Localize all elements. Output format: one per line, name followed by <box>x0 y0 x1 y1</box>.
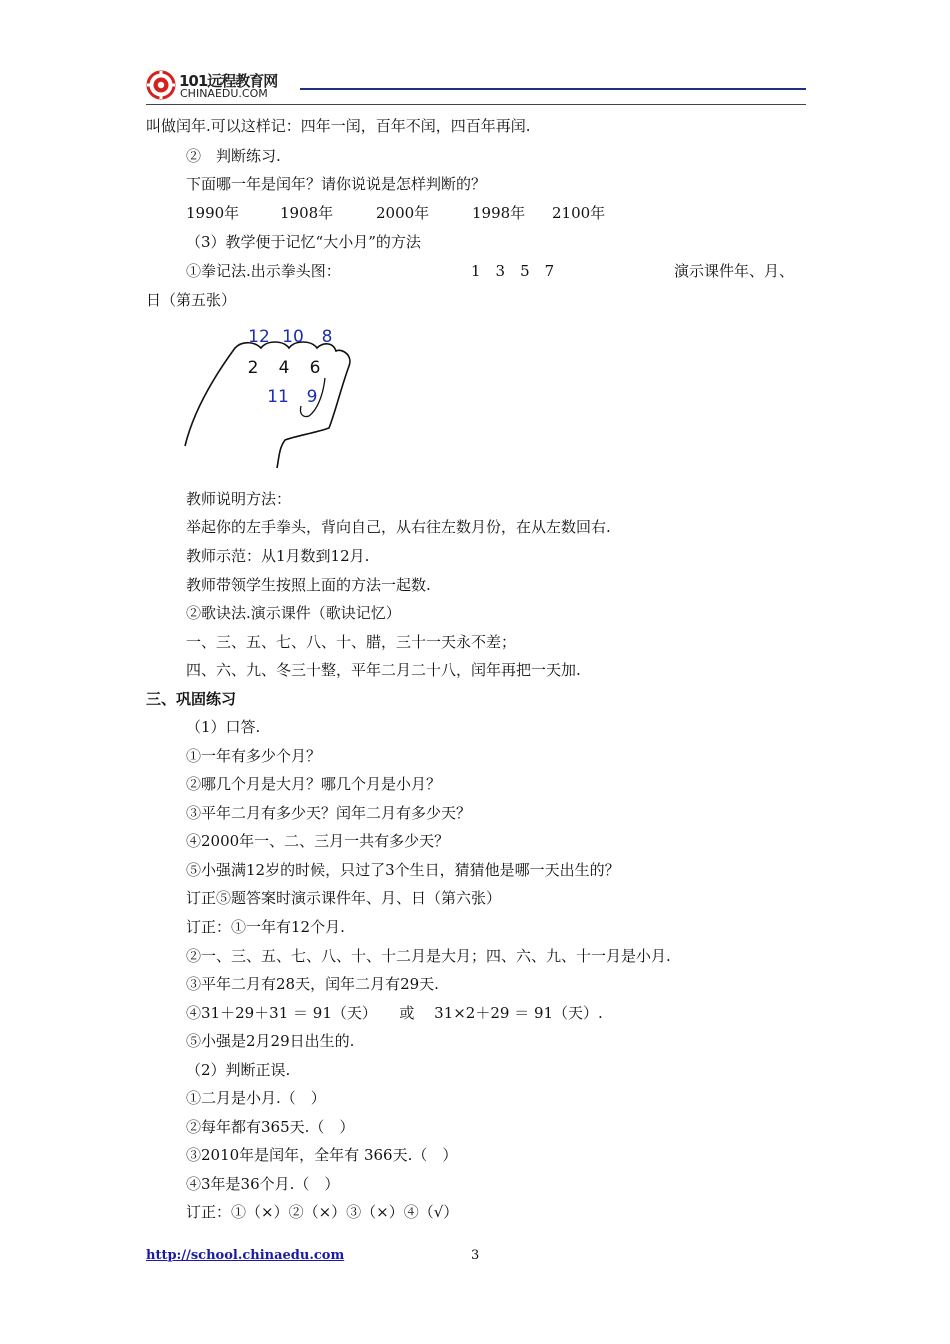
question-item: ②哪几个月是大月？哪几个月是小月？ <box>186 775 442 793</box>
question-item: ①一年有多少个月？ <box>186 747 322 765</box>
fist-top-number: 8 <box>321 327 333 347</box>
paragraph-line: 教师带领学生按照上面的方法一起数. <box>186 576 431 594</box>
answer-item: 订正：①（×）②（×）③（×）④（√） <box>186 1203 459 1221</box>
subsection-title: （3）教学便于记忆“大小月”的方法 <box>186 233 421 251</box>
question-item: ⑤小强满12岁的时候，只过了3个生日，猜猜他是哪一天出生的？ <box>186 861 620 879</box>
section-item: ② 判断练习. <box>186 147 281 165</box>
year-item: 1908年 <box>280 204 334 222</box>
header-rule-blue <box>300 88 806 90</box>
fist-mid-number: 4 <box>278 358 290 378</box>
answer-item: ②一、三、五、七、八、十、十二月是大月；四、六、九、十一月是小月. <box>186 947 671 965</box>
rhyme-line: 四、六、九、冬三十整，平年二月二十八，闰年再把一天加. <box>186 661 581 679</box>
true-false-item: ①二月是小月.（ ） <box>186 1089 326 1107</box>
footer-website-link[interactable]: http://school.chinaedu.com <box>146 1248 345 1263</box>
paragraph-line: 举起你的左手拳头，背向自己，从右往左数月份，在从左数回右. <box>186 518 611 536</box>
header-rule-thin <box>146 104 806 105</box>
true-false-item: ④3年是36个月.（ ） <box>186 1175 340 1193</box>
subsection-title: （2）判断正误. <box>186 1061 291 1079</box>
chinaedu-logo <box>146 70 306 104</box>
fist-bottom-number: 11 <box>267 387 289 407</box>
answer-item: ⑤小强是2月29日出生的. <box>186 1032 355 1050</box>
year-item: 2100年 <box>552 204 606 222</box>
fist-mid-number: 2 <box>247 358 259 378</box>
fist-bottom-number: 9 <box>306 387 318 407</box>
courseware-note: 演示课件年、月、 <box>674 262 795 280</box>
fist-mid-number: 6 <box>309 358 321 378</box>
logo-mark-icon <box>146 70 176 100</box>
year-item: 1998年 <box>472 204 526 222</box>
answer-item: 订正：①一年有12个月. <box>186 918 345 936</box>
fist-top-number: 10 <box>282 327 304 347</box>
question-item: ④2000年一、二、三月一共有多少天？ <box>186 832 450 850</box>
logo-chinese-text: 101远程教育网 <box>179 72 278 90</box>
paragraph-line: ②歌诀法.演示课件（歌诀记忆） <box>186 604 401 622</box>
fist-method-title: ①拳记法.出示拳头图： <box>186 262 341 280</box>
years-list <box>186 203 605 223</box>
courseware-note-cont: 日（第五张） <box>146 291 237 309</box>
fist-diagram <box>183 318 363 470</box>
true-false-item: ③2010年是闰年，全年有 366天.（ ） <box>186 1146 458 1164</box>
year-item: 1990年 <box>186 204 240 222</box>
paragraph-line: 订正⑤题答案时演示课件年、月、日（第六张） <box>186 889 502 907</box>
question-line: 下面哪一年是闰年？请你说说是怎样判断的？ <box>186 175 487 193</box>
answer-item: ③平年二月有28天，闰年二月有29天. <box>186 975 439 993</box>
paragraph-line: 教师说明方法： <box>186 490 292 508</box>
year-item: 2000年 <box>376 204 430 222</box>
question-item: ③平年二月有多少天？闰年二月有多少天？ <box>186 804 472 822</box>
page-number: 3 <box>471 1248 480 1263</box>
answer-item: ④31＋29＋31 ＝ 91（天） 或 31×2＋29 ＝ 91（天）. <box>186 1004 603 1022</box>
fist-knuckle-numbers: 1 3 5 7 <box>471 262 555 280</box>
section-heading: 三、巩固练习 <box>146 690 237 708</box>
paragraph-line: 教师示范：从1月数到12月. <box>186 547 370 565</box>
fist-top-number: 12 <box>248 327 270 347</box>
true-false-item: ②每年都有365天.（ ） <box>186 1118 355 1136</box>
logo-english-text: CHINAEDU.COM <box>180 87 268 100</box>
paragraph-line: 叫做闰年.可以这样记：四年一闰，百年不闰，四百年再闰. <box>146 117 531 135</box>
rhyme-line: 一、三、五、七、八、十、腊，三十一天永不差； <box>186 633 517 651</box>
subsection-title: （1）口答. <box>186 718 261 736</box>
